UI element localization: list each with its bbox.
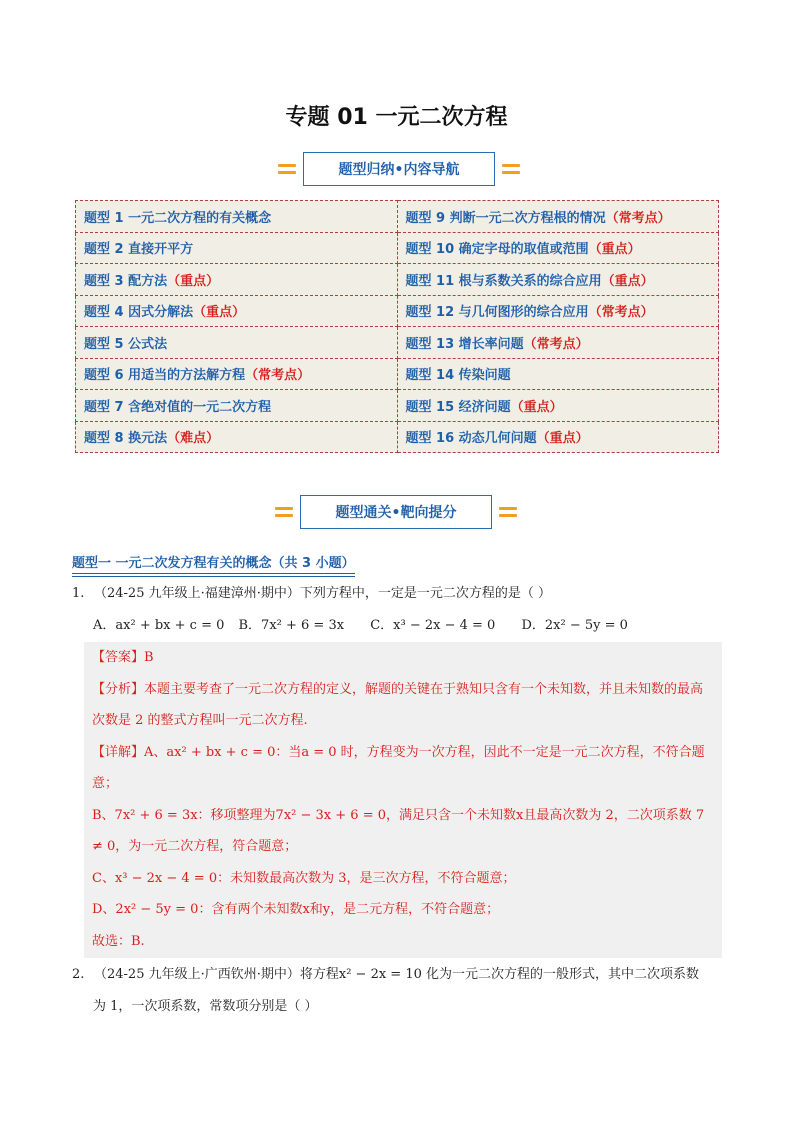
badge-deco-icon	[499, 503, 517, 521]
option-d[interactable]: D．2x² − 5y = 0	[521, 618, 628, 633]
nav-item-label: 题型 13 增长率问题	[405, 336, 524, 352]
question-number: 1.	[72, 586, 85, 601]
analysis: 【分析】本题主要考查了一元二次方程的定义，解题的关键在于熟知只含有一个未知数，并且未知数的最高次数是 2 的整式方程叫一元二次方程.	[92, 681, 704, 728]
nav-item-label: 题型 10 确定字母的取值或范围	[405, 242, 589, 258]
option-c[interactable]: C．x³ − 2x − 4 = 0	[370, 618, 496, 633]
nav-item-tag: （常考点）	[588, 305, 654, 321]
options	[93, 610, 638, 642]
nav-item[interactable]	[397, 201, 719, 233]
detail-b: B、7x² + 6 = 3x：移项整理为7x² − 3x + 6 = 0，满足只含一个未知数x且最高次数为 2，二次项系数 7 ≠ 0，为一元二次方程，符合题意；	[92, 807, 705, 854]
nav-item[interactable]	[76, 390, 398, 422]
answer-box	[84, 642, 722, 958]
nav-table	[75, 200, 719, 453]
nav-row	[76, 390, 719, 422]
nav-badge	[303, 152, 495, 186]
nav-item[interactable]	[76, 327, 398, 359]
nav-row	[76, 295, 719, 327]
detail-c: C、x³ − 2x − 4 = 0：未知数最高次数为 3，是三次方程，不符合题意；	[92, 870, 516, 886]
answer: 【答案】B	[92, 650, 154, 665]
nav-item[interactable]	[76, 201, 398, 233]
nav-item-label: 题型 12 与几何图形的综合应用	[405, 305, 589, 321]
badge-deco-icon	[275, 503, 293, 521]
nav-item-tag: （重点）	[536, 431, 589, 447]
nav-row	[76, 264, 719, 296]
conclusion: 故选：B.	[92, 933, 145, 949]
nav-item-label: 题型 1 一元二次方程的有关概念	[84, 210, 272, 226]
nav-item-tag: （重点）	[601, 273, 654, 289]
nav-item[interactable]	[397, 390, 719, 422]
nav-row	[76, 421, 719, 453]
nav-item-tag: （常考点）	[245, 368, 311, 384]
question-stem: （24-25 九年级上·广西钦州·期中）将方程x² − 2x = 10 化为一元二次方程的一般形式，其中二次项系数	[94, 967, 700, 982]
question-2-line2: 为 1，一次项系数，常数项分别是（ ）	[93, 999, 318, 1014]
nav-item[interactable]	[397, 264, 719, 296]
practice-badge-label: 题型通关•靶向提分	[335, 505, 457, 521]
nav-item-label: 题型 11 根与系数关系的综合应用	[405, 273, 602, 289]
nav-row	[76, 327, 719, 359]
section-heading	[72, 552, 355, 574]
nav-item-label: 题型 16 动态几何问题	[405, 431, 537, 447]
option-a[interactable]: A．ax² + bx + c = 0	[93, 618, 225, 633]
section-heading-text: 题型一 一元二次发方程有关的概念（共 3 小题）	[72, 556, 355, 571]
nav-item-label: 题型 8 换元法	[84, 431, 168, 447]
question-1	[72, 578, 722, 610]
nav-item-label: 题型 3 配方法	[84, 273, 168, 289]
nav-item-label: 题型 15 经济问题	[405, 399, 511, 415]
nav-item[interactable]	[76, 421, 398, 453]
nav-item[interactable]	[397, 327, 719, 359]
page-title: 专题 01 一元二次方程	[285, 105, 508, 130]
nav-item-label: 题型 2 直接开平方	[84, 242, 194, 258]
nav-item-tag: （重点）	[588, 242, 641, 258]
nav-item[interactable]	[76, 232, 398, 264]
nav-item-label: 题型 5 公式法	[84, 336, 168, 352]
nav-item[interactable]	[397, 358, 719, 390]
nav-item[interactable]	[397, 295, 719, 327]
nav-item-tag: （重点）	[167, 273, 220, 289]
badge-deco-icon	[502, 160, 520, 178]
badge-deco-icon	[278, 160, 296, 178]
nav-item-tag: （常考点）	[523, 336, 589, 352]
nav-item-label: 题型 4 因式分解法	[84, 305, 194, 321]
question-number: 2.	[72, 967, 85, 982]
nav-item-label: 题型 14 传染问题	[405, 368, 511, 384]
heading-underline	[72, 576, 355, 577]
nav-item[interactable]	[76, 358, 398, 390]
nav-item[interactable]	[397, 421, 719, 453]
detail-a: 【详解】A、ax² + bx + c = 0：当a = 0 时，方程变为一次方程，因此不一定是一元二次方程，不符合题意；	[92, 744, 705, 791]
nav-item-tag: （重点）	[193, 305, 246, 321]
nav-item-tag: （难点）	[167, 431, 220, 447]
question-stem: （24-25 九年级上·福建漳州·期中）下列方程中，一定是一元二次方程的是（ ）	[94, 586, 552, 601]
nav-item-label: 题型 9 判断一元二次方程根的情况	[405, 210, 606, 226]
practice-badge	[300, 495, 492, 529]
nav-badge-label: 题型归纳•内容导航	[338, 162, 460, 178]
question-2	[72, 959, 722, 991]
nav-item[interactable]	[397, 232, 719, 264]
nav-row	[76, 232, 719, 264]
detail-d: D、2x² − 5y = 0：含有两个未知数x和y，是二元方程，不符合题意；	[92, 902, 500, 917]
nav-row	[76, 358, 719, 390]
nav-item-label: 题型 6 用适当的方法解方程	[84, 368, 246, 384]
nav-item-tag: （重点）	[510, 399, 563, 415]
nav-item-label: 题型 7 含绝对值的一元二次方程	[84, 399, 272, 415]
nav-item[interactable]	[76, 295, 398, 327]
nav-item[interactable]	[76, 264, 398, 296]
option-b[interactable]: B．7x² + 6 = 3x	[238, 618, 345, 633]
nav-item-tag: （常考点）	[605, 210, 671, 226]
nav-row	[76, 201, 719, 233]
